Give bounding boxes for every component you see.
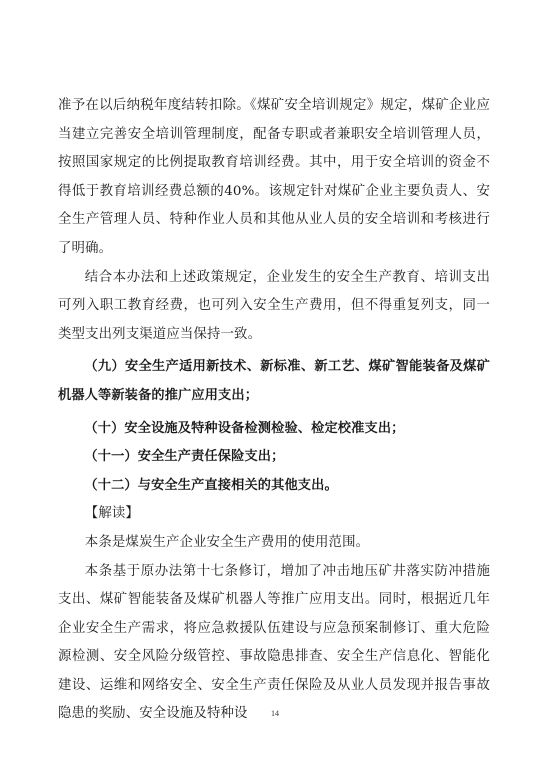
clause-ten: （十）安全设施及特种设备检测检验、检定校准支出； [84,420,405,436]
page-number: 14 [271,709,279,718]
interpretation-revision: 本条基于原办法第十七条修订，增加了冲击地压矿井落实防冲措施支出、煤矿智能装备及煤矿机器人等推广应用支出。同时，根据近几年企业安全生产需求，将应急救援队伍建设与应急预案制修订、重大危险源检测、安全风险分级管控、事故隐患排查、安全生产信息化、智能化建设、运维和网络安全、安全生产责任保险及从业人员发现并报告事故隐患的奖励、安全设施及特种设 [58,563,490,722]
paragraph-combined-rule: 结合本办法和上述政策规定，企业发生的安全生产教育、培训支出可列入职工教育经费，也可列入安全生产费用，但不得重复列支，同一类型支出列支渠道应当保持一致。 [58,269,490,342]
interpretation-scope: 本条是煤炭生产企业安全生产费用的使用范围。 [84,534,370,550]
clause-eleven: （十一）安全生产责任保险支出； [84,449,285,465]
clause-twelve: （十二）与安全生产直接相关的其他支出。 [84,477,338,493]
paragraph-continued: 准予在以后纳税年度结转扣除。《煤矿安全培训规定》规定，煤矿企业应当建立完善安全培训管理制度，配备专职或者兼职安全培训管理人员，按照国家规定的比例提取教育培训经费。其中，用于安全培训的资金不得低于教育培训经费总额的40%。该规定针对煤矿企业主要负责人、安全生产管理人员、特种作业人员和其他从业人员的安全培训和考核进行了明确。 [58,98,490,256]
page-body [58,92,490,729]
interpretation-heading: 【解读】 [84,506,139,522]
clause-nine: （九）安全生产适用新技术、新标准、新工艺、煤矿智能装备及煤矿机器人等新装备的推广应用支出； [58,359,490,403]
